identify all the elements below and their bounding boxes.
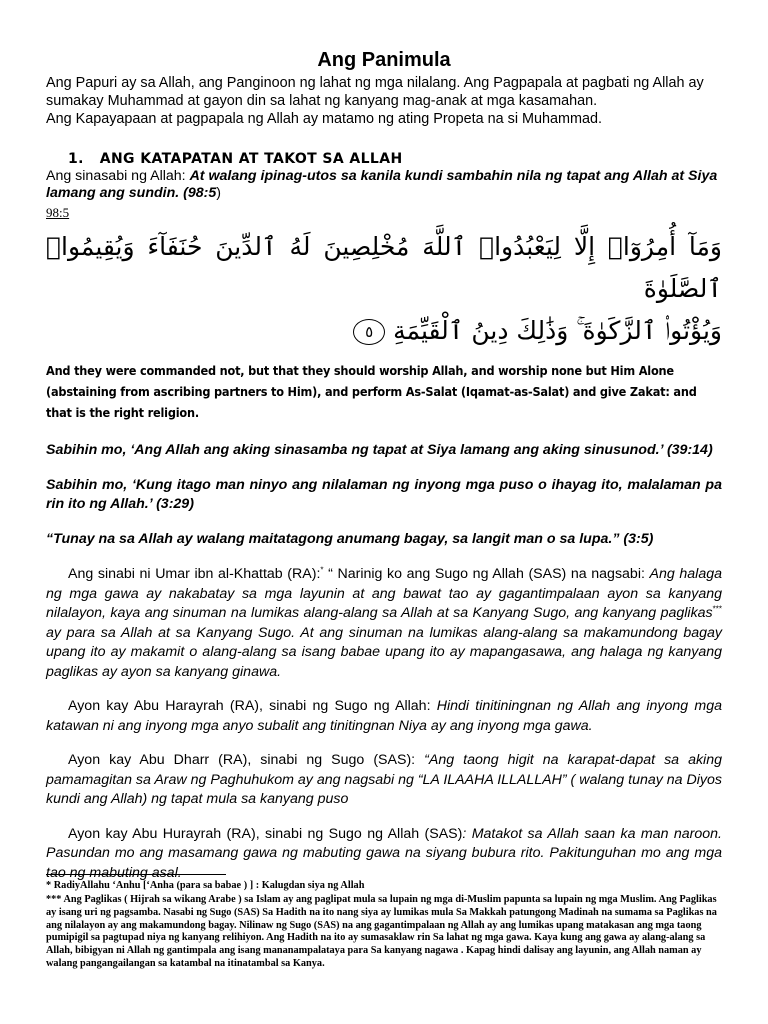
hadith-3-intro: Ayon kay Abu Dharr (RA), sinabi ng Sugo (SAS): [68, 752, 425, 768]
footnote-ref-1: * [320, 565, 324, 575]
lead-quote-end: ) [216, 185, 222, 201]
hadith-4-text: : Matakot sa Allah saan ka man naroon. Pasundan mo ang masamang gawa ng mabuting gawa na siyang bubura rito. Pakitunguhan mo ang mga tao ng mabuting asal. [46, 825, 722, 881]
footnote-2 [46, 894, 722, 971]
footnote-1 [46, 880, 722, 893]
footnote-1-text: RadiyAllahu ‘Anhu [‘Anha (para sa babae ) ] : Kalugdan siya ng Allah [51, 880, 365, 891]
quote-3-5: “Tunay na sa Allah ay walang maitatagong anumang bagay, sa langit man o sa lupa.” (3:5) [46, 531, 654, 547]
section-number: 1. [68, 151, 84, 167]
footnote-2-mark: *** [46, 894, 62, 905]
hadith-4-intro: Ayon kay Abu Hurayrah (RA), sinabi ng Sugo ng Allah (SAS) [68, 825, 463, 842]
hadith-2-text: Hindi tinitiningnan ng Allah ang inyong mga katawan ni ang inyong mga anyo subalit ang tinitingnan Niya ay ang inyong mga gawa. [46, 698, 722, 734]
footnote-1-mark: * [46, 880, 52, 891]
footnote-divider [46, 874, 226, 875]
hadith-abu-harayrah [46, 697, 722, 736]
hadith-2-intro: Ayon kay Abu Harayrah (RA), sinabi ng Sugo ng Allah: [68, 698, 437, 714]
verse-reference-link[interactable]: 98:5 [46, 205, 70, 220]
intro [46, 74, 722, 128]
arabic-line-2-text: وَيُؤْتُوا۟ ٱلزَّكَوٰةَ ۚ وَذَٰلِكَ دِينُ ٱلْقَيِّمَةِ [393, 316, 722, 345]
hadith-umar [46, 565, 722, 682]
footnote-ref-2: *** [712, 604, 722, 614]
english-translation: And they were commanded not, but that they should worship Allah, and worship none but Him Alone (abstaining from ascribing partners to Him), and perform As-Salat (Iqamat-as-Salat) and give Zakat: and that is the right religion. [46, 363, 697, 420]
section-title: ANG KATAPATAN AT TAKOT SA ALLAH [99, 151, 403, 167]
section-lead [46, 168, 722, 202]
hadith-umar-lead: “ Narinig ko ang Sugo ng Allah (SAS) na nagsabi: [323, 566, 650, 582]
hadith-abu-dharr [46, 751, 722, 810]
quote-3-29: Sabihin mo, ‘Kung itago man ninyo ang nilalaman ng inyong mga puso o ihayag ito, malalaman pa rin ito ng Allah.’ (3:29) [46, 477, 722, 512]
arabic-line-1: وَمَآ أُمِرُوٓا۟ إِلَّا لِيَعْبُدُوا۟ ٱللَّهَ مُخْلِصِينَ لَهُ ٱلدِّينَ حُنَفَآءَ وَيُقِيمُوا۟ ٱلصَّلَوٰةَ [46, 232, 722, 303]
lead-text: Ang sinasabi ng Allah: [46, 168, 190, 184]
footnote-2-text: Ang Paglikas ( Hijrah sa wikang Arabe ) sa Islam ay ang paglipat mula sa lupain ng mga di-Muslim papunta sa lupain ng mga Muslim. Ang Paglikas ay isang uri ng pagsamba. Nasabi ng Sugo (SAS) Sa Hadith na ito nang siya ay lumikas mula Sa Makkah patungong Madinah na sumama sa Paglikas na ang nilalayon ay ang makamundong bagay. Nilinaw ng Sugo (SAS) na ang gagantimpalaan ng Allah ay ang lumikas upang matakasan ang mga taong pumipigil sa pagtupad niya ng kanyang relihiyon. Ang Hadith na ito ay sumasaklaw rin Sa lahat ng mga gawa. Kaya kung ang gawa ay alang-alang sa Allah, bibigyan ni Allah ng gantimpala ang isang mananampalataya para Sa kanyang nagawa . Kapag hindi dalisay ang layunin, ang Allah naman ay walang pangangailangan sa katambal na itinatambal sa Kanya. [46, 894, 717, 969]
section-heading [68, 150, 722, 168]
page-title: Ang Panimula [317, 49, 451, 71]
lead-quote: At walang ipinag-utos sa kanila kundi sambahin nila ng tapat ang Allah at Siya lamang ang sundin. (98:5 [46, 168, 718, 201]
quote-39-14: Sabihin mo, ‘Ang Allah ang aking sinasamba ng tapat at Siya lamang ang aking sinusunod.’ (39:14) [46, 442, 713, 458]
arabic-line-2 [46, 310, 722, 352]
verse-number-medallion: ٥ [353, 319, 385, 345]
intro-paragraph-2: Ang Kapayapaan at pagpapala ng Allah ay matamo ng ating Propeta na si Muhammad. [46, 111, 603, 127]
arabic-verse [46, 226, 722, 352]
hadith-umar-text: Ang halaga ng mga gawa ay nakabatay sa mga layunin at ang bawat tao ay gagantimpalaan ayon sa kanyang nilalayon, kaya ang sinuman na lumikas alang-alang sa Allah at sa Kanyang Sugo, ang kanyang paglikas [46, 566, 722, 621]
intro-paragraph-1: Ang Papuri ay sa Allah, ang Panginoon ng lahat ng mga nilalang. Ang Pagpapala at pagbati ng Allah ay sumakay Muhammad at gayon din sa lahat ng kanyang mag-anak at mga kasamahan. [46, 75, 704, 109]
hadith-umar-text-cont: ay para sa Allah at sa Kanyang Sugo. At ang sinuman na lumikas alang-alang sa makamundong bagay upang ito ay makamit o alang-alang sa isang babae upang ito ay mapangasawa, ang halaga ng kanyang paglikas ay ayon sa kanyang ginawa. [46, 624, 722, 680]
hadith-3-text: “Ang taong higit na karapat-dapat sa aking pamamagitan sa Araw ng Paghuhukom ay ang nagsabi ng “LA ILAAHA ILLALLAH” ( walang tunay na Diyos kundi ang Allah) ng tapat mula sa kanyang puso [46, 752, 722, 807]
hadith-umar-intro: Ang sinabi ni Umar ibn al-Khattab (RA): [68, 566, 321, 582]
